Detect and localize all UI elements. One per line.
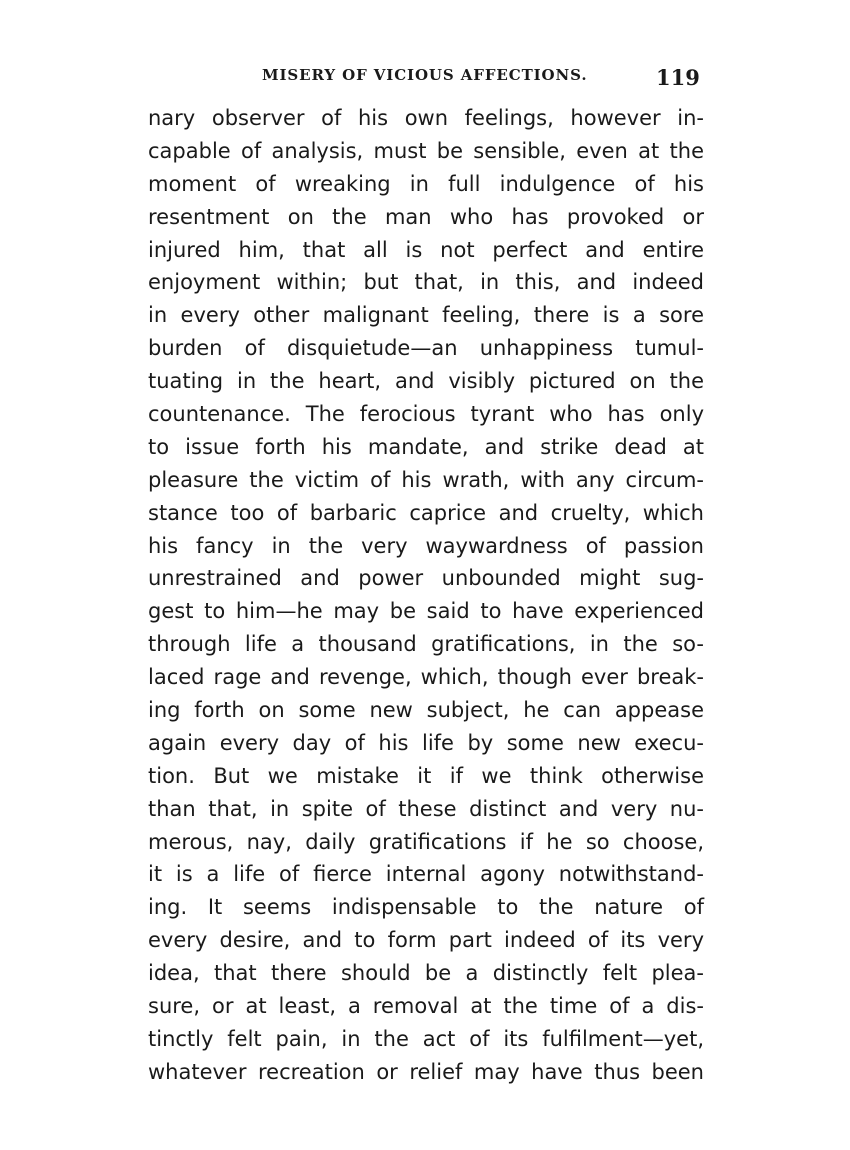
text-line: merous, nay, daily gratifications if he so choose, [148, 829, 704, 854]
text-line: tion. But we mistake it if we think otherwise [148, 763, 704, 788]
text-line: pleasure the victim of his wrath, with any circum- [148, 467, 704, 492]
text-line: laced rage and revenge, which, though ever break- [148, 665, 704, 690]
text-line: ing. It seems indispensable to the nature of [148, 895, 704, 920]
text-line: again every day of his life by some new execu- [148, 730, 704, 755]
text-line: injured him, that all is not perfect and entire [148, 237, 704, 262]
text-line: his fancy in the very waywardness of passion [148, 533, 704, 558]
text-line: tuating in the heart, and visibly pictured on the [148, 369, 704, 394]
body-text [148, 102, 704, 1089]
text-line: in every other malignant feeling, there is a sore [148, 303, 704, 328]
text-line: gest to him—he may be said to have experienced [148, 599, 704, 624]
text-line: tinctly felt pain, in the act of its fulfilment—yet, [148, 1026, 704, 1051]
text-line: every desire, and to form part indeed of its very [148, 928, 704, 953]
text-line: countenance. The ferocious tyrant who has only [148, 402, 704, 427]
text-line: it is a life of fierce internal agony notwithstand- [148, 862, 704, 887]
text-line: resentment on the man who has provoked or [148, 204, 704, 229]
running-title: MISERY OF VICIOUS AFFECTIONS. [262, 66, 588, 84]
text-line: unrestrained and power unbounded might sug- [148, 566, 704, 591]
page-number: 119 [656, 65, 700, 90]
text-line: capable of analysis, must be sensible, even at the [148, 138, 704, 163]
text-line: sure, or at least, a removal at the time of a dis- [148, 994, 704, 1019]
text-line: through life a thousand gratifications, in the so- [148, 632, 704, 657]
text-line: than that, in spite of these distinct and very nu- [148, 796, 704, 821]
text-line: stance too of barbaric caprice and cruelty, which [148, 500, 704, 525]
text-line: burden of disquietude—an unhappiness tumul- [148, 336, 704, 361]
text-line: whatever recreation or relief may have thus been [148, 1059, 704, 1084]
text-line: ing forth on some new subject, he can appease [148, 698, 704, 723]
text-line: nary observer of his own feelings, however in- [148, 106, 704, 130]
text-line: idea, that there should be a distinctly felt plea- [148, 961, 704, 986]
text-line: enjoyment within; but that, in this, and indeed [148, 270, 704, 295]
text-line: to issue forth his mandate, and strike dead at [148, 434, 704, 459]
text-line: moment of wreaking in full indulgence of his [148, 171, 704, 196]
